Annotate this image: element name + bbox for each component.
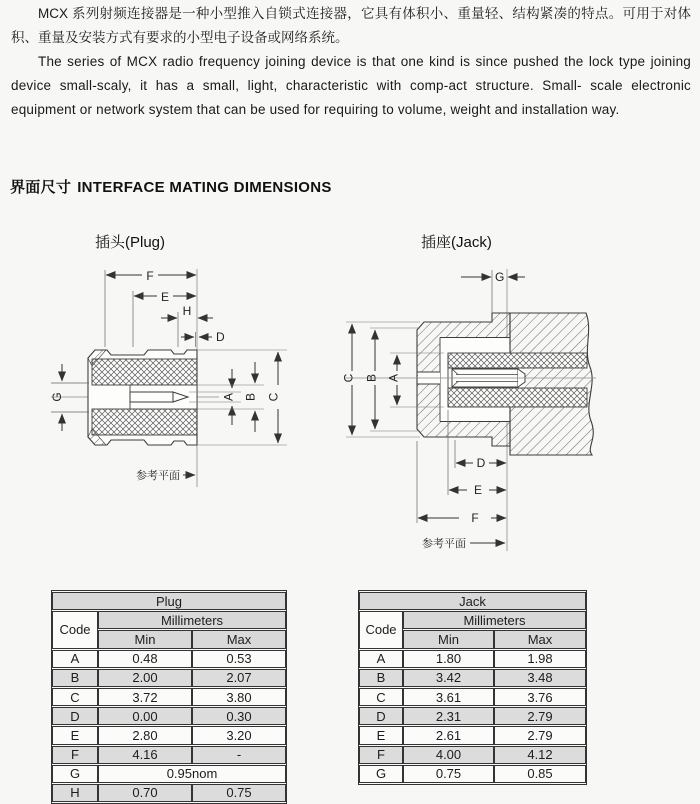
code-cell: G <box>359 765 403 783</box>
section-heading-zh: 界面尺寸 <box>10 179 72 196</box>
plug-dim-label-b: B <box>243 392 258 402</box>
min-cell: 2.31 <box>403 707 494 725</box>
table-row <box>52 784 286 802</box>
table-row <box>52 726 286 744</box>
code-cell: E <box>359 726 403 744</box>
code-cell: F <box>52 746 98 764</box>
max-cell: 3.76 <box>494 688 586 706</box>
min-cell: 0.70 <box>98 784 192 802</box>
plug-table-title-row <box>52 592 286 610</box>
table-row <box>359 707 586 725</box>
english-intro-paragraph: The series of MCX radio frequency joining device is that one kind is since pushed the lock type joining device small-scaly, it has a small, light, characteristic with comp-act structure. Small- scale electronic equipment or network system that can be used for requiring to volume, weight and installation way. <box>11 54 691 117</box>
min-cell: 1.80 <box>403 650 494 668</box>
plug-dim-label-a: A <box>221 392 236 402</box>
plug-code-header: Code <box>52 611 98 648</box>
jack-dim-label-g: G <box>495 270 505 284</box>
code-cell: C <box>52 688 98 706</box>
code-cell: D <box>52 707 98 725</box>
jack-drawing <box>340 255 605 565</box>
jack-table-title-row <box>359 592 586 610</box>
intro-text-block <box>11 2 691 122</box>
plug-dim-label-c: C <box>266 392 281 402</box>
section-heading <box>10 176 332 197</box>
plug-dim-label-h: H <box>182 304 192 318</box>
jack-max-header: Max <box>494 630 586 648</box>
max-cell: 3.20 <box>192 726 286 744</box>
chinese-intro-paragraph: MCX 系列射频连接器是一种小型推入自锁式连接器，它具有体积小、重量轻、结构紧凑的特点。可用于对体积、重量及安装方式有要求的小型电子设备或网络系统。 <box>11 6 691 45</box>
table-row <box>359 746 586 764</box>
table-row <box>359 688 586 706</box>
min-cell: 0.75 <box>403 765 494 783</box>
max-cell: 2.07 <box>192 669 286 687</box>
plug-dim-label-f: F <box>146 269 154 283</box>
plug-dim-label-e: E <box>160 290 170 304</box>
section-heading-en: INTERFACE MATING DIMENSIONS <box>77 179 332 196</box>
max-cell: 2.79 <box>494 726 586 744</box>
min-cell: 3.72 <box>98 688 192 706</box>
table-row <box>52 688 286 706</box>
jack-insulator-bottom <box>448 388 587 407</box>
jack-insulator-top <box>448 353 587 368</box>
min-cell: 3.61 <box>403 688 494 706</box>
max-cell: 4.12 <box>494 746 586 764</box>
plug-insulator-bottom <box>92 409 197 435</box>
jack-code-header: Code <box>359 611 403 648</box>
table-row <box>52 669 286 687</box>
max-cell: 3.48 <box>494 669 586 687</box>
plug-min-header: Min <box>98 630 192 648</box>
min-cell: 0.48 <box>98 650 192 668</box>
plug-insulator-top <box>92 359 197 385</box>
code-cell: A <box>359 650 403 668</box>
jack-drawing-label: 插座(Jack) <box>421 234 492 251</box>
max-cell: - <box>192 746 286 764</box>
jack-reference-plane-label: 参考平面 <box>422 538 466 550</box>
max-cell: 2.79 <box>494 707 586 725</box>
table-row <box>359 650 586 668</box>
min-cell: 0.00 <box>98 707 192 725</box>
jack-min-header: Min <box>403 630 494 648</box>
jack-table-unit-row <box>359 611 586 629</box>
code-cell: B <box>359 669 403 687</box>
min-cell: 2.80 <box>98 726 192 744</box>
jack-table-title: Jack <box>359 592 586 610</box>
code-cell: F <box>359 746 403 764</box>
table-row <box>359 669 586 687</box>
jack-dim-label-b: B <box>364 373 379 383</box>
table-row <box>52 707 286 725</box>
code-cell: D <box>359 707 403 725</box>
plug-table-title: Plug <box>52 592 286 610</box>
plug-max-header: Max <box>192 630 286 648</box>
jack-table <box>358 590 587 785</box>
code-cell: A <box>52 650 98 668</box>
table-row <box>52 746 286 764</box>
max-cell: 0.75 <box>192 784 286 802</box>
code-cell: C <box>359 688 403 706</box>
jack-unit-header: Millimeters <box>403 611 586 629</box>
jack-dim-label-a: A <box>386 373 401 383</box>
min-cell: 4.16 <box>98 746 192 764</box>
plug-table-unit-row <box>52 611 286 629</box>
code-cell: E <box>52 726 98 744</box>
jack-dim-label-d: D <box>476 456 486 470</box>
table-row <box>359 726 586 744</box>
jack-dim-label-c: C <box>341 373 356 383</box>
plug-table <box>51 590 287 804</box>
max-cell: 0.53 <box>192 650 286 668</box>
code-cell: H <box>52 784 98 802</box>
table-row <box>52 650 286 668</box>
plug-dim-label-g: G <box>50 392 64 402</box>
max-cell: 1.98 <box>494 650 586 668</box>
jack-dim-label-e: E <box>473 483 483 497</box>
max-cell: 3.80 <box>192 688 286 706</box>
plug-dim-label-d: D <box>216 330 225 344</box>
max-cell: 0.85 <box>494 765 586 783</box>
plug-drawing-label: 插头(Plug) <box>95 234 166 251</box>
min-cell: 3.42 <box>403 669 494 687</box>
min-cell: 2.61 <box>403 726 494 744</box>
plug-unit-header: Millimeters <box>98 611 286 629</box>
min-cell: 4.00 <box>403 746 494 764</box>
plug-reference-plane-label: 参考平面 <box>136 470 180 482</box>
jack-dim-label-f: F <box>471 511 479 525</box>
table-row <box>359 765 586 783</box>
span-cell: 0.95nom <box>98 765 286 783</box>
code-cell: G <box>52 765 98 783</box>
min-cell: 2.00 <box>98 669 192 687</box>
max-cell: 0.30 <box>192 707 286 725</box>
code-cell: B <box>52 669 98 687</box>
table-row <box>52 765 286 783</box>
plug-drawing <box>45 255 305 505</box>
plug-center-pin <box>130 392 173 402</box>
